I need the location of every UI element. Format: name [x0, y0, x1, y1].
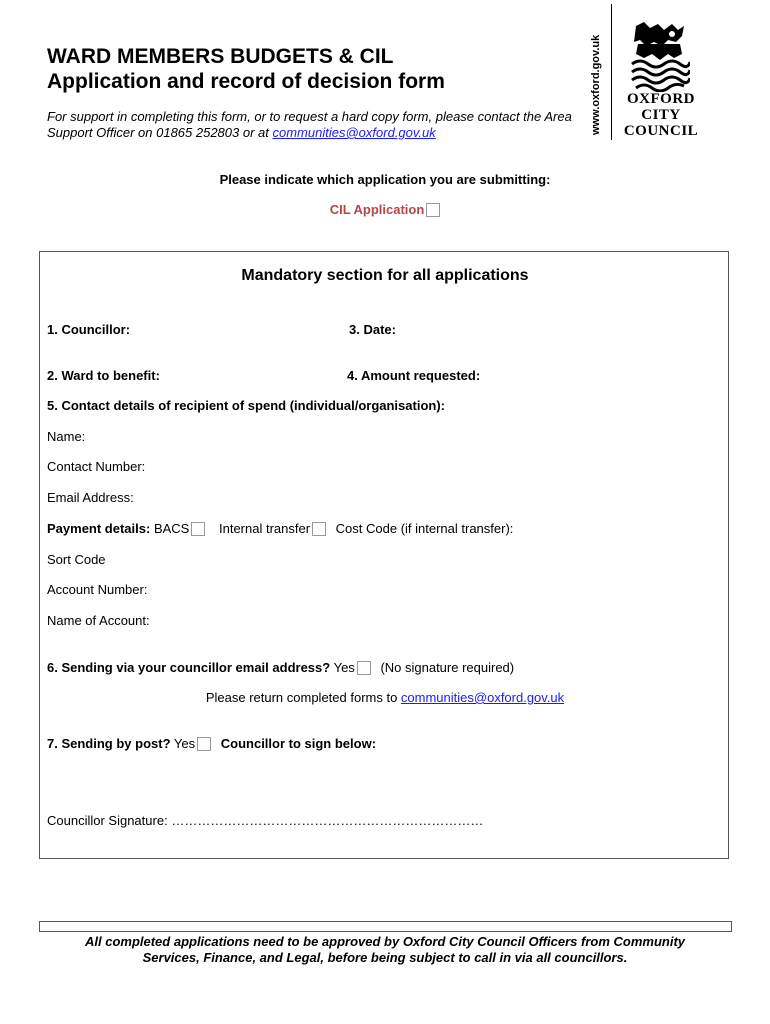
application-prompt: Please indicate which application you are submitting: — [219, 172, 551, 187]
post-sending-heading: 7. Sending by post? — [47, 736, 171, 751]
footer-note-line-1: All completed applications need to be approved by Oxford City Council Officers from Community — [84, 934, 685, 949]
council-wordmark — [620, 91, 702, 139]
cil-application-checkbox[interactable] — [426, 203, 440, 217]
contact-details-heading: 5. Contact details of recipient of spend (individual/organisation): — [47, 398, 445, 413]
payment-details-label: Payment details: — [47, 521, 151, 536]
no-signature-note: (No signature required) — [380, 660, 515, 675]
name-label: Name: — [47, 429, 86, 444]
mandatory-section-title: Mandatory section for all applications — [241, 267, 529, 284]
cost-code-label: Cost Code (if internal transfer): — [335, 521, 514, 536]
footer-bar — [39, 921, 732, 932]
council-line-2: CITY — [641, 107, 681, 123]
email-sending-row — [47, 660, 514, 676]
account-name-label: Name of Account: — [47, 613, 150, 628]
ward-label: 2. Ward to benefit: — [47, 368, 160, 383]
date-label: 3. Date: — [349, 322, 396, 337]
email-yes-label: Yes — [333, 660, 355, 675]
form-title: WARD MEMBERS BUDGETS & CIL — [47, 45, 394, 68]
internal-transfer-checkbox[interactable] — [312, 522, 326, 536]
bacs-checkbox[interactable] — [191, 522, 205, 536]
logo-divider — [611, 4, 612, 140]
sign-below-label: Councillor to sign below: — [220, 736, 377, 751]
cil-application-label: CIL Application — [329, 202, 425, 217]
support-email-link[interactable]: communities@oxford.gov.uk — [272, 125, 436, 140]
support-text — [47, 109, 577, 141]
form-subtitle: Application and record of decision form — [47, 70, 445, 93]
support-text-body: For support in completing this form, or to request a hard copy form, please contact the Area Support Officer on 01865 252803 or at — [47, 109, 572, 140]
cil-application-option — [0, 202, 770, 217]
return-forms-note — [0, 690, 770, 706]
account-number-label: Account Number: — [47, 582, 148, 597]
oxford-crest-icon — [628, 20, 690, 92]
amount-label: 4. Amount requested: — [347, 368, 481, 383]
sort-code-label: Sort Code — [47, 552, 106, 567]
email-yes-checkbox[interactable] — [357, 661, 371, 675]
councillor-label: 1. Councillor: — [47, 322, 131, 337]
post-sending-row — [47, 736, 376, 752]
signature-line[interactable]: ……………………………………………………………… — [171, 813, 484, 828]
contact-number-label: Contact Number: — [47, 459, 146, 474]
post-yes-checkbox[interactable] — [197, 737, 211, 751]
council-line-1: OXFORD — [627, 91, 695, 107]
return-email-link[interactable]: communities@oxford.gov.uk — [400, 690, 565, 705]
footer-note-line-2: Services, Finance, and Legal, before being subject to call in via all councillors. — [142, 950, 628, 965]
email-sending-heading: 6. Sending via your councillor email address? — [47, 660, 331, 675]
councillor-signature-row — [47, 813, 483, 829]
mandatory-section-box — [39, 251, 729, 859]
payment-details-row — [47, 521, 513, 537]
email-address-label: Email Address: — [47, 490, 134, 505]
signature-label: Councillor Signature: — [47, 813, 168, 828]
post-yes-label: Yes — [173, 736, 196, 751]
bacs-label: BACS — [153, 521, 190, 536]
internal-transfer-label: Internal transfer — [218, 521, 311, 536]
council-line-3: COUNCIL — [623, 123, 699, 139]
return-forms-text: Please return completed forms to — [205, 690, 401, 705]
footer-approval-note — [40, 934, 730, 966]
website-url: www.oxford.gov.uk — [590, 34, 602, 136]
